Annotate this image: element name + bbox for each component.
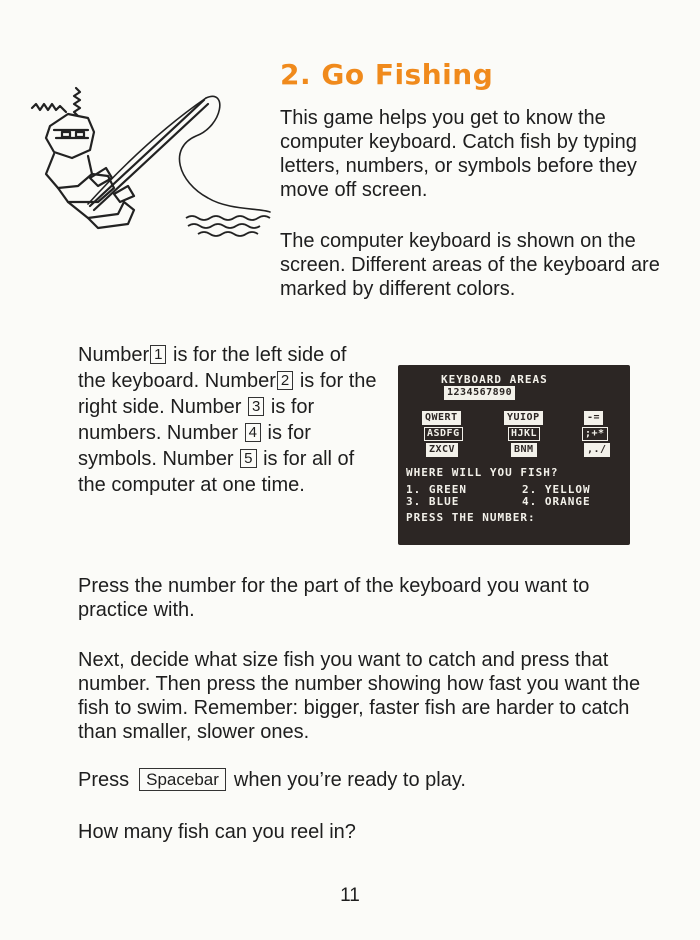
option-4: 4. ORANGE [522, 495, 591, 508]
row2-mid-box: HJKL [508, 427, 540, 441]
text: when you’re ready to play. [233, 769, 466, 791]
key-5: 5 [240, 449, 256, 468]
screen-question: WHERE WILL YOU FISH? [406, 466, 559, 479]
fisherman-illustration [28, 78, 278, 248]
option-1: 1. GREEN [406, 483, 467, 496]
row3-left-box: ZXCV [426, 443, 458, 457]
option-2: 2. YELLOW [522, 483, 591, 496]
page-number: 11 [340, 885, 360, 906]
text: is for symbols. Number [78, 422, 311, 470]
text: Number [78, 344, 150, 366]
row3-right-box: ,./ [584, 443, 610, 457]
row3-mid-box: BNM [511, 443, 537, 457]
key-2: 2 [277, 371, 293, 390]
screen-heading: KEYBOARD AREAS [441, 373, 548, 386]
text: is for the right side. Number [78, 370, 377, 418]
row1-right-box: -= [584, 411, 603, 425]
key-1: 1 [150, 345, 166, 364]
text: is for all of the computer at one time. [78, 448, 355, 496]
key-4: 4 [245, 423, 261, 442]
intro-paragraph-1: This game helps you get to know the computer keyboard. Catch fish by typing letters, numbers, or symbols before they move off screen. [280, 107, 637, 201]
paragraph-spacebar [78, 768, 658, 792]
option-3: 3. BLUE [406, 495, 460, 508]
keyboard-area-explanation [78, 342, 378, 498]
row2-left-box: ASDFG [424, 427, 463, 441]
intro-paragraph-2: The computer keyboard is shown on the screen. Different areas of the keyboard are marked by different colors. [280, 230, 660, 300]
screen-prompt: PRESS THE NUMBER: [406, 511, 536, 524]
spacebar-key: Spacebar [139, 768, 226, 791]
game-screen [398, 365, 630, 545]
row1-left-box: QWERT [422, 411, 461, 425]
row1-mid-box: YUIOP [504, 411, 543, 425]
text: Press [78, 769, 130, 791]
paragraph-fish-size: Next, decide what size fish you want to catch and press that number. Then press the number showing how fast you want the fish to swim. Remember: bigger, faster fish are harder to catch than smaller, slower ones. [78, 649, 641, 743]
paragraph-question: How many fish can you reel in? [78, 821, 356, 843]
row2-right-box: ;+* [582, 427, 608, 441]
text: is for numbers. Number [78, 396, 315, 444]
paragraph-practice: Press the number for the part of the keyboard you want to practice with. [78, 575, 590, 621]
page-title: 2. Go Fishing [280, 58, 494, 91]
text: is for the left side of the keyboard. [78, 344, 347, 392]
digits-box: 1234567890 [444, 386, 515, 400]
text: Number [204, 370, 276, 392]
key-3: 3 [248, 397, 264, 416]
